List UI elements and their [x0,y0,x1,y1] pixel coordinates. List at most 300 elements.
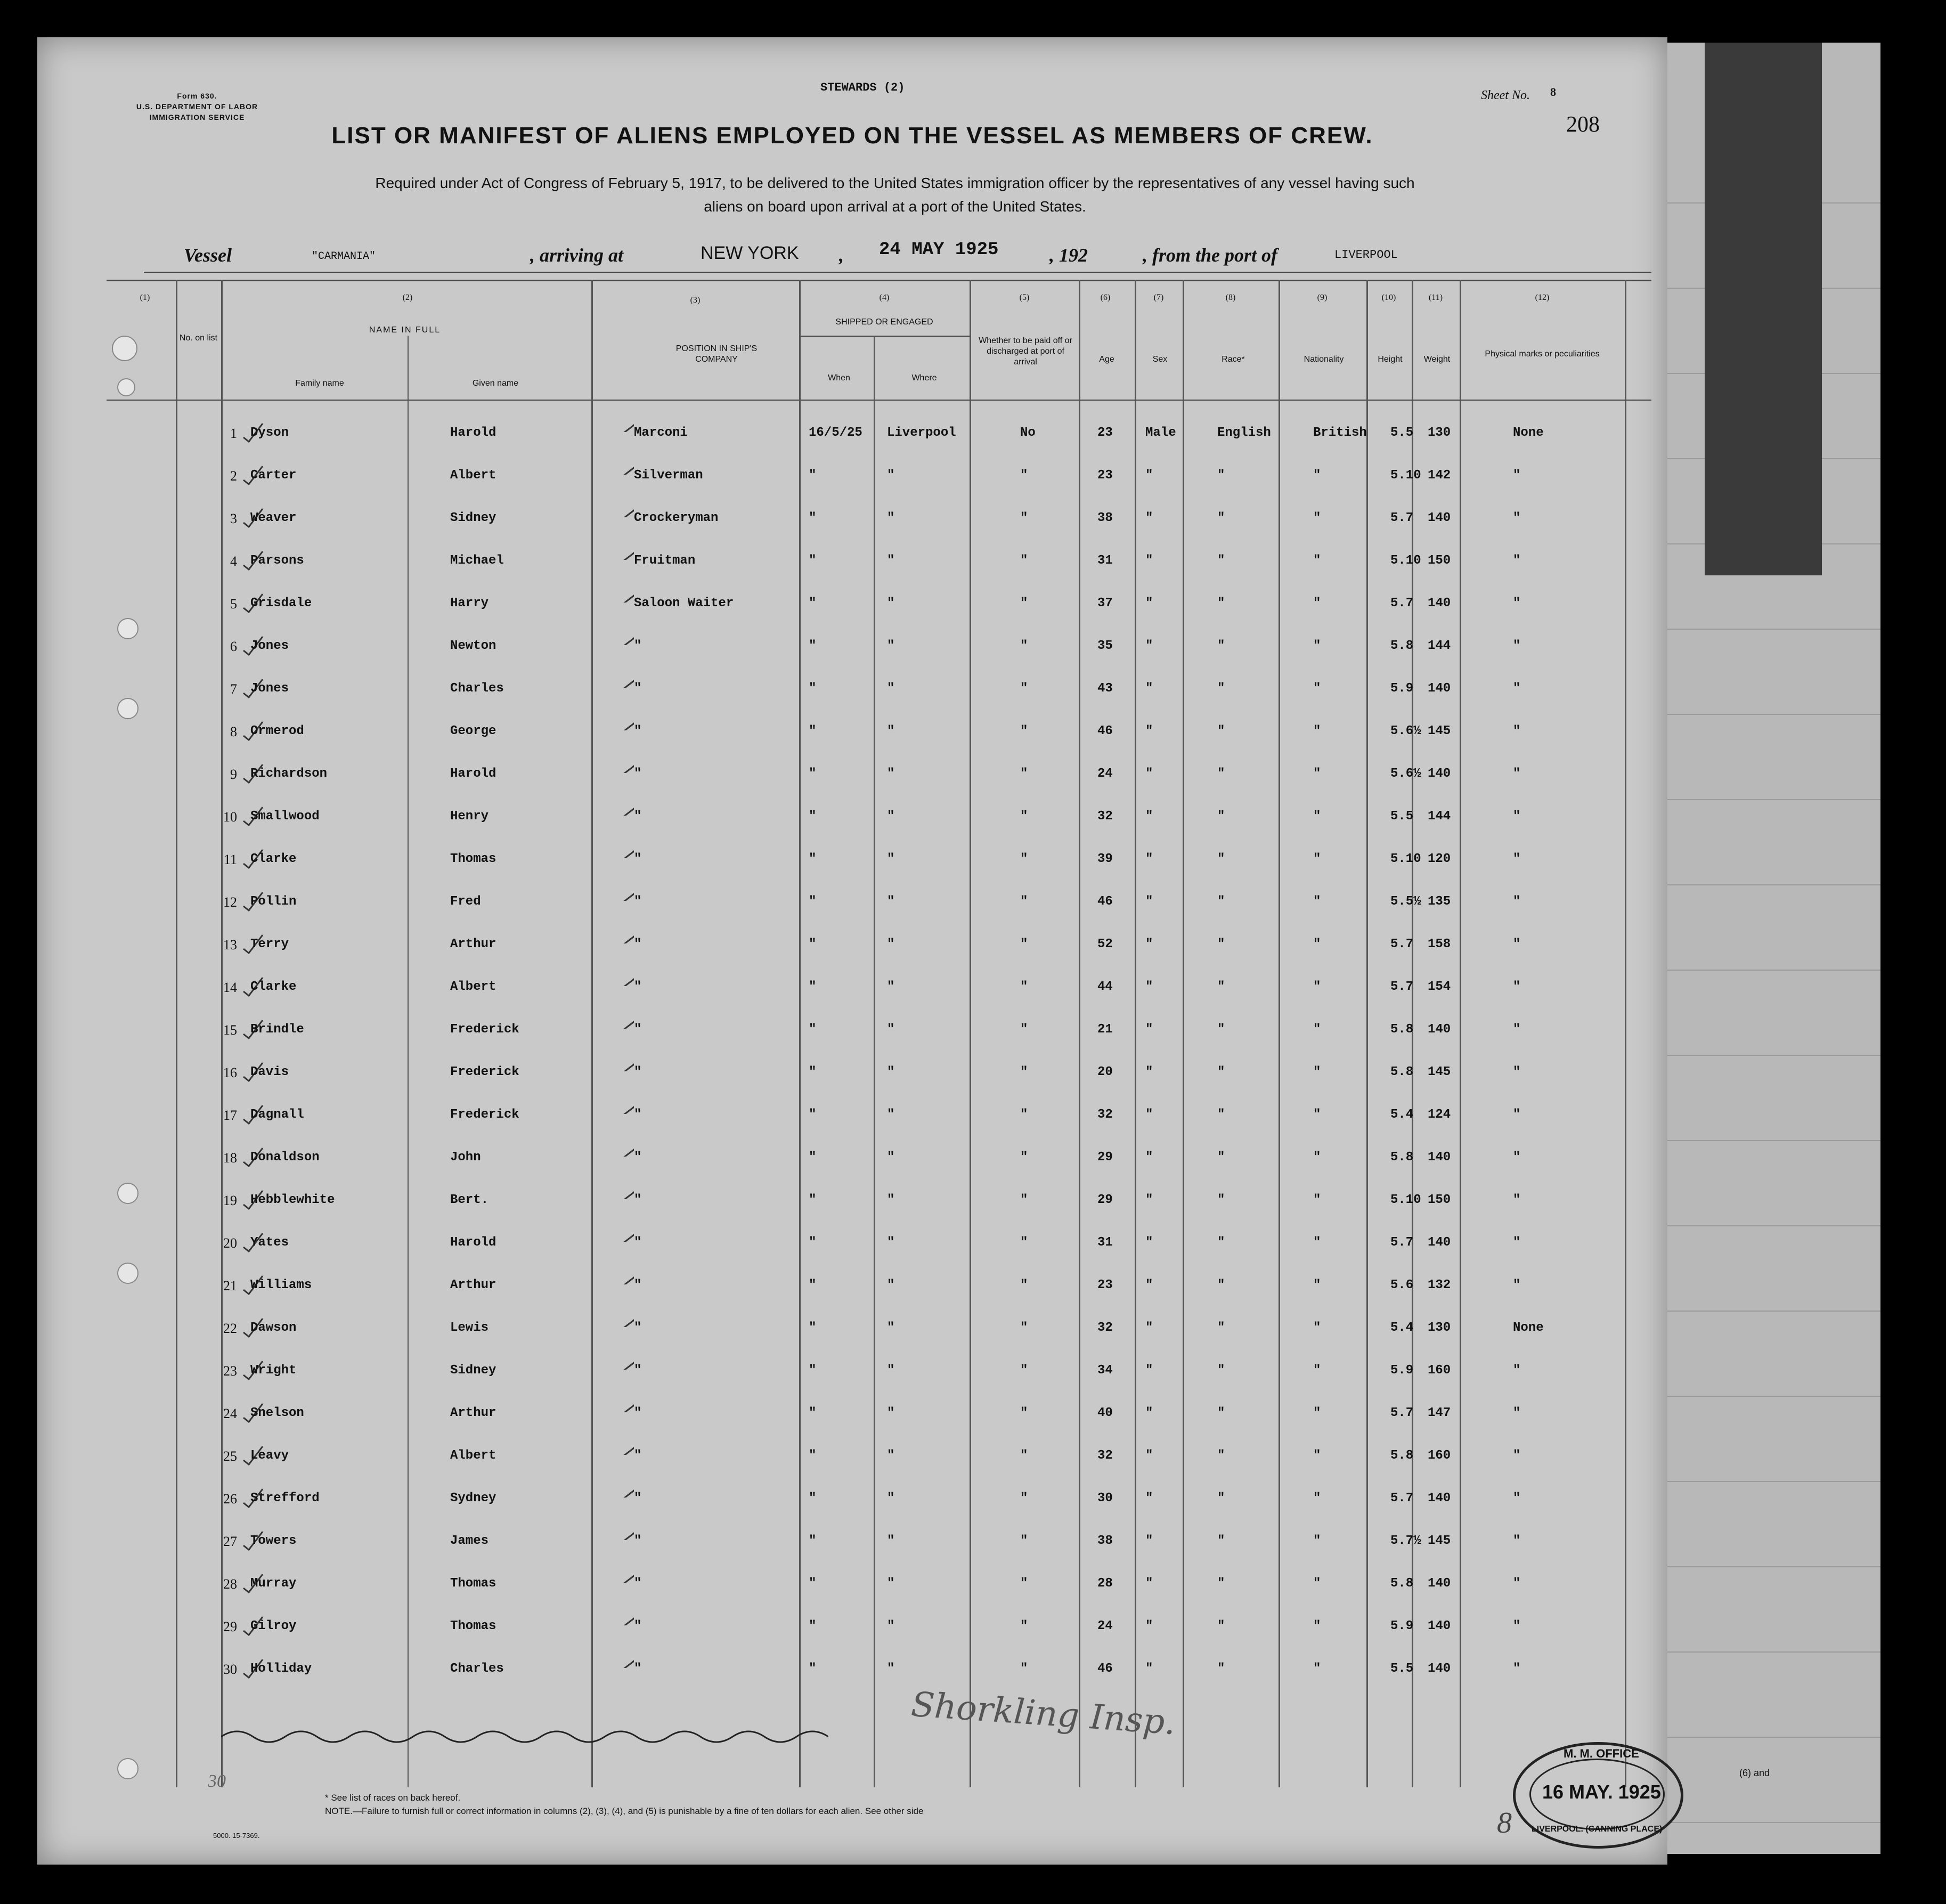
sheet-label: Sheet No. [1481,88,1530,102]
cell-weight: 140 [1428,1150,1451,1165]
cell-nationality: " [1313,1406,1321,1420]
cell-paid: " [1020,1576,1028,1591]
manifest-title: LIST OR MANIFEST OF ALIENS EMPLOYED ON THE VESSEL AS MEMBERS OF CREW. [331,123,1373,149]
cell-paid: " [1020,1534,1028,1548]
cell-when: " [809,468,817,483]
cell-family: Williams [250,1278,312,1292]
cell-sex: " [1145,767,1153,781]
cell-sex: " [1145,468,1153,483]
cell-race: " [1217,596,1225,611]
cell-where: " [887,1449,895,1463]
row-number: 27 [223,1534,237,1549]
cell-where: " [887,809,895,824]
cell-marks: " [1513,468,1521,483]
cell-when: " [809,1150,817,1165]
cell-given: Frederick [450,1108,519,1122]
cell-nationality: " [1313,1065,1321,1079]
cell-race: " [1217,1150,1225,1165]
row-number: 10 [223,809,237,825]
cell-marks: " [1513,511,1521,525]
cell-nationality: " [1313,767,1321,781]
cell-given: James [450,1534,489,1548]
cell-family: Yates [250,1235,289,1250]
arriving-label: , arriving at [530,245,624,266]
cell-position: " [634,1065,642,1079]
cell-height: 5.7 [1390,980,1414,994]
shipped-subrule [799,336,970,337]
cell-race: " [1217,681,1225,696]
header-nationality: Nationality [1304,355,1344,364]
cell-where: " [887,468,895,483]
cell-family: Hebblewhite [250,1193,335,1207]
cell-when: " [809,681,817,696]
header-height: Height [1378,355,1403,364]
cell-weight: 130 [1428,1321,1451,1335]
cell-height: 5.6 [1390,1278,1414,1292]
cell-sex: " [1145,1534,1153,1548]
cell-race: " [1217,1022,1225,1037]
col-num: (1) [140,293,150,302]
cell-given: Frederick [450,1022,519,1037]
header-sex: Sex [1152,355,1168,364]
cell-given: Lewis [450,1321,489,1335]
col-num: (4) [879,293,890,302]
column-rule [874,336,875,1787]
cell-sex: " [1145,681,1153,696]
form-identifier [133,91,261,123]
cell-position: Silverman [634,468,703,483]
cell-when: " [809,852,817,866]
cell-marks: " [1513,554,1521,568]
cell-nationality: British [1313,426,1367,440]
punch-hole [117,1758,139,1779]
cell-marks: " [1513,1150,1521,1165]
cell-age: 28 [1097,1576,1113,1591]
header-weight: Weight [1423,355,1451,364]
departure-port: LIVERPOOL [1334,248,1398,262]
cell-sex: " [1145,852,1153,866]
inspector-signature: Shorkling Insp. [910,1685,1177,1743]
cell-paid: " [1020,1363,1028,1378]
cell-weight: 140 [1428,596,1451,611]
cell-weight: 140 [1428,1662,1451,1676]
cell-weight: 135 [1428,894,1451,909]
cell-paid: " [1020,937,1028,951]
cell-when: " [809,809,817,824]
check-mark-icon [602,1434,634,1455]
cell-when: " [809,1491,817,1506]
cell-nationality: " [1313,1193,1321,1207]
check-mark-icon [602,496,634,517]
cell-family: Wright [250,1363,297,1378]
footnote-penalty: NOTE.—Failure to furnish full or correct information in columns (2), (3), (4), and (5) is punishable by a fine of ten dollars for each alien. See other side [325,1806,924,1816]
col-num: (12) [1535,293,1550,302]
form-number: Form 630. [177,92,217,100]
cell-race: " [1217,809,1225,824]
cell-race: " [1217,1449,1225,1463]
cell-when: " [809,1193,817,1207]
cell-paid: " [1020,1022,1028,1037]
comma: , [839,245,844,266]
row-number: 11 [223,852,237,867]
cell-marks: " [1513,767,1521,781]
cell-family: Donaldson [250,1150,320,1165]
cell-paid: " [1020,1065,1028,1079]
cell-height: 5.9 [1390,681,1414,696]
cell-family: Snelson [250,1406,304,1420]
cell-race: " [1217,511,1225,525]
column-rule [1183,280,1184,1787]
punch-hole [117,618,139,639]
cell-race: " [1217,980,1225,994]
cell-family: Grisdale [250,596,312,611]
closing-wavy-line [221,1726,828,1747]
check-mark-icon [602,880,634,901]
cell-marks: " [1513,980,1521,994]
cell-nationality: " [1313,937,1321,951]
cell-when: " [809,894,817,909]
cell-marks: None [1513,426,1544,440]
cell-nationality: " [1313,596,1321,611]
row-number: 21 [223,1278,237,1293]
cell-marks: " [1513,1278,1521,1292]
cell-age: 23 [1097,1278,1113,1292]
cell-race: " [1217,1193,1225,1207]
cell-given: Arthur [450,1278,496,1292]
cell-sex: " [1145,639,1153,653]
cell-sex: " [1145,1235,1153,1250]
cell-position: Fruitman [634,554,696,568]
cell-age: 44 [1097,980,1113,994]
mm-office-stamp [1513,1742,1683,1849]
check-mark-icon [602,1050,634,1071]
cell-family: Jones [250,681,289,696]
cell-nationality: " [1313,554,1321,568]
cell-when: " [809,1534,817,1548]
header-given-name: Given name [472,379,519,388]
cell-when: " [809,1321,817,1335]
cell-position: " [634,639,642,653]
cell-race: " [1217,1363,1225,1378]
cell-where: " [887,1662,895,1676]
cell-marks: " [1513,1108,1521,1122]
cell-race: " [1217,1491,1225,1506]
cell-nationality: " [1313,639,1321,653]
cell-nationality: " [1313,1491,1321,1506]
cell-height: 5.5½ [1390,894,1421,909]
col-num: (6) [1100,293,1111,302]
cell-when: " [809,554,817,568]
arrival-port: NEW YORK [701,243,799,263]
from-port-label: , from the port of [1143,245,1278,266]
cell-weight: 140 [1428,1619,1451,1633]
cell-position: " [634,1576,642,1591]
row-number: 29 [223,1619,237,1634]
cell-where: " [887,894,895,909]
cell-sex: " [1145,1108,1153,1122]
cell-given: George [450,724,496,738]
col-num: (11) [1428,293,1443,302]
cell-family: Clarke [250,852,297,866]
column-rule [1279,280,1280,1787]
check-mark-icon [602,624,634,645]
cell-where: " [887,767,895,781]
cell-paid: " [1020,1278,1028,1292]
cell-marks: " [1513,1491,1521,1506]
col-num: (10) [1381,293,1396,302]
header-name-in-full: NAME IN FULL [369,326,441,335]
cell-given: Charles [450,681,504,696]
cell-paid: " [1020,767,1028,781]
arrival-date-stamp: 24 MAY 1925 [879,240,999,260]
column-rule [1460,280,1461,1787]
cell-nationality: " [1313,1150,1321,1165]
vessel-name: "CARMANIA" [312,250,376,263]
cell-where: " [887,724,895,738]
cell-paid: " [1020,554,1028,568]
cell-weight: 140 [1428,1235,1451,1250]
row-number: 25 [223,1449,237,1464]
cell-sex: " [1145,1321,1153,1335]
cell-when: " [809,1363,817,1378]
cell-sex: " [1145,1662,1153,1676]
cell-given: Newton [450,639,496,653]
cell-paid: " [1020,852,1028,866]
cell-height: 5.8 [1390,1150,1414,1165]
col-num: (9) [1317,293,1328,302]
cell-marks: " [1513,1022,1521,1037]
cell-marks: " [1513,1619,1521,1633]
stamp-date: 16 MAY. 1925 [1542,1781,1661,1803]
cell-age: 32 [1097,1108,1113,1122]
column-rule [799,280,801,1787]
cell-when: " [809,1065,817,1079]
cell-when: " [809,639,817,653]
cell-marks: " [1513,596,1521,611]
cell-weight: 160 [1428,1449,1451,1463]
column-rule [970,280,971,1787]
cell-given: Frederick [450,1065,519,1079]
cell-marks: " [1513,639,1521,653]
punch-hole [117,1263,139,1284]
check-mark-icon [602,1476,634,1498]
cell-position: " [634,1534,642,1548]
cell-race: " [1217,1235,1225,1250]
cell-height: 5.10 [1390,852,1421,866]
cell-family: Brindle [250,1022,304,1037]
cell-sex: " [1145,894,1153,909]
cell-marks: " [1513,852,1521,866]
cell-given: Bert. [450,1193,489,1207]
cell-marks: " [1513,1406,1521,1420]
cell-family: Leavy [250,1449,289,1463]
cell-marks: " [1513,809,1521,824]
cell-when: " [809,767,817,781]
cell-age: 34 [1097,1363,1113,1378]
cell-race: " [1217,1278,1225,1292]
stamp-office: M. M. OFFICE [1564,1747,1639,1760]
cell-when: " [809,980,817,994]
col-num: (8) [1225,293,1236,302]
cell-weight: 140 [1428,767,1451,781]
cell-position: Saloon Waiter [634,596,734,611]
cell-where: " [887,1321,895,1335]
cell-height: 5.10 [1390,554,1421,568]
cell-age: 46 [1097,894,1113,909]
cell-weight: 124 [1428,1108,1451,1122]
cell-sex: " [1145,1065,1153,1079]
punch-hole [117,1183,139,1204]
column-rule [408,336,409,1787]
cell-height: 5.8 [1390,1065,1414,1079]
cell-paid: " [1020,1150,1028,1165]
cell-family: Dawson [250,1321,297,1335]
cell-nationality: " [1313,1534,1321,1548]
header-race: Race* [1222,355,1245,364]
check-mark-icon [602,1007,634,1029]
check-mark-icon [602,709,634,730]
cell-age: 38 [1097,511,1113,525]
cell-weight: 140 [1428,681,1451,696]
cell-sex: " [1145,980,1153,994]
cell-age: 29 [1097,1150,1113,1165]
cell-sex: " [1145,596,1153,611]
cell-sex: " [1145,554,1153,568]
row-number: 17 [223,1108,237,1123]
cell-position: " [634,1022,642,1037]
check-mark-icon [602,1306,634,1327]
cell-paid: " [1020,1662,1028,1676]
cell-age: 40 [1097,1406,1113,1420]
cell-age: 52 [1097,937,1113,951]
row-number: 19 [223,1193,237,1208]
cell-where: " [887,1150,895,1165]
cell-position: " [634,1491,642,1506]
cell-when: " [809,1449,817,1463]
cell-height: 5.4 [1390,1108,1414,1122]
check-mark-icon [602,1348,634,1370]
cell-race: " [1217,1108,1225,1122]
cell-sex: " [1145,511,1153,525]
cell-position: " [634,1278,642,1292]
cell-family: Towers [250,1534,297,1548]
cell-given: Arthur [450,1406,496,1420]
cell-marks: " [1513,1449,1521,1463]
cell-nationality: " [1313,1022,1321,1037]
cell-age: 32 [1097,809,1113,824]
cell-position: " [634,1150,642,1165]
col-num: (3) [690,296,701,305]
cell-where: Liverpool [887,426,956,440]
cell-position: " [634,1662,642,1676]
cell-age: 32 [1097,1449,1113,1463]
year-label: , 192 [1049,245,1088,266]
cell-sex: " [1145,1363,1153,1378]
row-number: 23 [223,1363,237,1379]
cell-when: " [809,1235,817,1250]
row-number: 7 [230,681,237,697]
cell-paid: " [1020,596,1028,611]
cell-marks: " [1513,1193,1521,1207]
cell-where: " [887,1363,895,1378]
cell-where: " [887,1193,895,1207]
check-mark-icon [602,581,634,603]
cell-height: 5.5 [1390,809,1414,824]
cell-when: " [809,511,817,525]
cell-when: " [809,1022,817,1037]
cell-when: 16/5/25 [809,426,862,440]
cell-family: Dagnall [250,1108,304,1122]
cell-given: Thomas [450,1576,496,1591]
check-mark-icon [602,1178,634,1199]
cell-race: English [1217,426,1271,440]
cell-height: 5.9 [1390,1363,1414,1378]
requirement-line: aliens on board upon arrival at a port of the United States. [704,198,1086,215]
cell-nationality: " [1313,894,1321,909]
cell-where: " [887,554,895,568]
cell-nationality: " [1313,1619,1321,1633]
cell-position: " [634,1449,642,1463]
cell-family: Parsons [250,554,304,568]
cell-paid: No [1020,426,1036,440]
cell-where: " [887,1065,895,1079]
header-paid-off: Whether to be paid off or discharged at port of arrival [979,336,1072,367]
cell-nationality: " [1313,1576,1321,1591]
cell-weight: 140 [1428,1022,1451,1037]
cell-height: 5.7 [1390,1491,1414,1506]
cell-height: 5.6½ [1390,724,1421,738]
cell-weight: 140 [1428,511,1451,525]
cell-when: " [809,1619,817,1633]
cell-weight: 147 [1428,1406,1451,1420]
cell-when: " [809,1406,817,1420]
check-mark-icon [602,1604,634,1625]
cell-height: 5.10 [1390,1193,1421,1207]
row-number: 9 [230,767,237,782]
punch-hole [117,698,139,719]
cell-race: " [1217,1406,1225,1420]
col-num: (5) [1019,293,1030,302]
cell-race: " [1217,468,1225,483]
cell-nationality: " [1313,809,1321,824]
cell-where: " [887,681,895,696]
cell-race: " [1217,937,1225,951]
cell-paid: " [1020,468,1028,483]
cell-age: 31 [1097,1235,1113,1250]
cell-age: 46 [1097,1662,1113,1676]
cell-weight: 160 [1428,1363,1451,1378]
cell-weight: 145 [1428,1534,1451,1548]
cell-sex: " [1145,1150,1153,1165]
cell-marks: " [1513,1363,1521,1378]
cell-when: " [809,724,817,738]
cell-position: " [634,767,642,781]
cell-paid: " [1020,1235,1028,1250]
cell-where: " [887,1108,895,1122]
row-number: 3 [230,511,237,526]
manifest-page [37,37,1667,1865]
cell-nationality: " [1313,852,1321,866]
cell-where: " [887,1235,895,1250]
cell-given: Sidney [450,1363,496,1378]
column-rule [176,280,177,1787]
cell-height: 5.10 [1390,468,1421,483]
cell-position: " [634,1619,642,1633]
cell-race: " [1217,1619,1225,1633]
cell-nationality: " [1313,1235,1321,1250]
cell-where: " [887,511,895,525]
cell-age: 35 [1097,639,1113,653]
